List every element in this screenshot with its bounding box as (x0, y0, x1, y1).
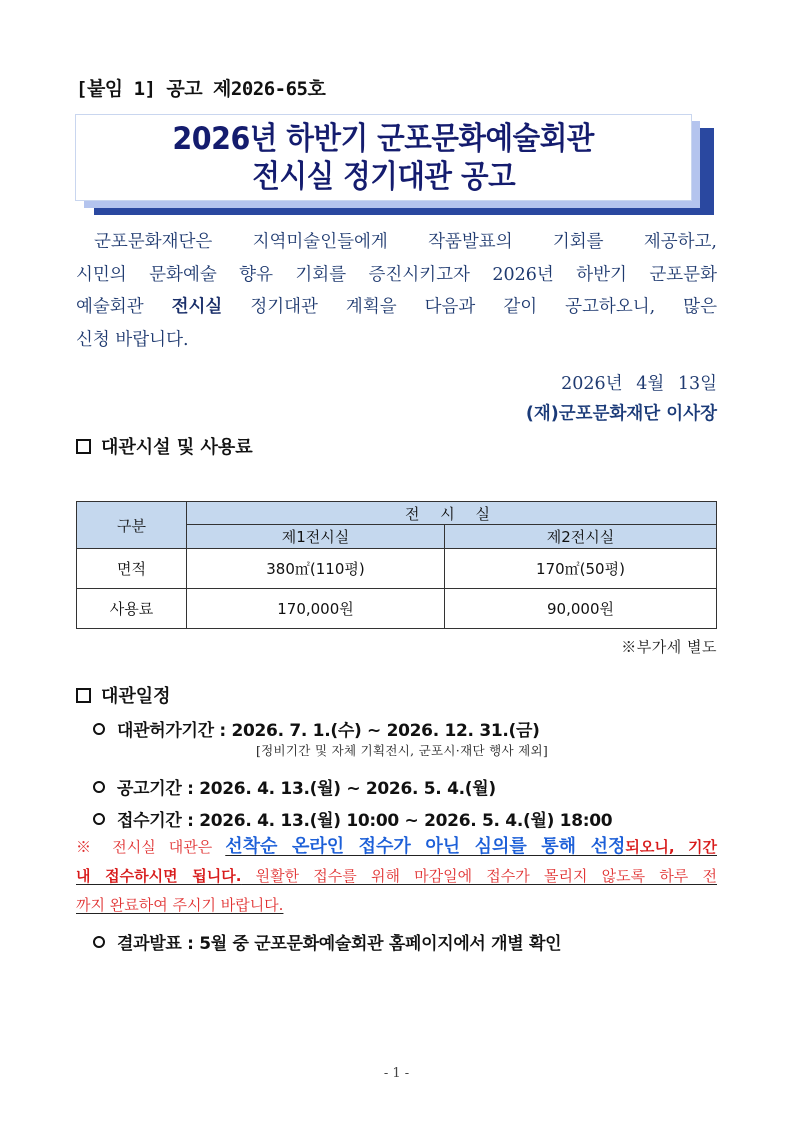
intro-line-3 (76, 291, 717, 324)
section-heading-schedule (76, 682, 171, 708)
vat-note: ※부가세 별도 (621, 638, 717, 656)
warning-line-1 (76, 832, 717, 862)
circle-bullet-icon (93, 936, 105, 948)
table-cell: 170㎡(50평) (445, 549, 717, 589)
warning-text: 까지 완료하여 주시기 바랍니다. (76, 896, 284, 914)
row-label: 면적 (77, 549, 187, 589)
circle-bullet-icon (93, 723, 105, 735)
circle-bullet-icon (93, 781, 105, 793)
schedule-item-result-announcement (93, 929, 561, 954)
table-row (77, 549, 717, 589)
date-month: 4월 (636, 374, 665, 394)
intro-paragraph (76, 226, 717, 356)
warning-text: 원활한 접수를 위해 마감일에 접수가 몰리지 않도록 하루 전 (241, 867, 717, 885)
title-box (75, 114, 692, 201)
fee-table (76, 501, 717, 629)
signer: (재)군포문화재단 이사장 (525, 404, 717, 424)
warning-line-2 (76, 862, 717, 891)
schedule-item-text: 접수기간 : 2026. 4. 13.(월) 10:00 ~ 2026. 5. 4.(월) 18:00 (117, 811, 613, 831)
schedule-item-application-period (93, 806, 612, 831)
warning-blue-emphasis: 선착순 온라인 접수가 아닌 심의를 통해 선정 (225, 836, 626, 857)
section-title: 대관일정 (101, 686, 171, 707)
table-col-header: 제1전시실 (187, 525, 445, 549)
table-group-header: 전 시 실 (187, 502, 717, 525)
row-label: 사용료 (77, 589, 187, 629)
schedule-item-text: 결과발표 : 5월 중 군포문화예술회관 홈페이지에서 개별 확인 (117, 934, 562, 954)
table-cell: 90,000원 (445, 589, 717, 629)
section-title: 대관시설 및 사용료 (101, 437, 253, 458)
warning-prefix: ※ 전시실 대관은 (76, 838, 226, 856)
intro-line-3-post: 정기대관 계획을 다음과 같이 공고하오니, 많은 (222, 297, 717, 317)
warning-line-3 (76, 891, 717, 920)
section-heading-facilities (76, 433, 253, 459)
table-cell: 380㎡(110평) (187, 549, 445, 589)
schedule-item-notice-period (93, 774, 496, 799)
selection-warning (76, 832, 717, 920)
intro-line-3-pre: 예술회관 (76, 297, 172, 317)
intro-emphasis: 전시실 (171, 297, 223, 317)
intro-line-4: 신청 바랍니다. (76, 329, 189, 350)
table-col-header: 제2전시실 (445, 525, 717, 549)
title-line-1: 2026년 하반기 군포문화예술회관 (172, 120, 595, 157)
intro-line-2: 시민의 문화예술 향유 기회를 증진시키고자 2026년 하반기 군포문화 (76, 264, 717, 285)
table-row (77, 589, 717, 629)
permit-exclusion-note: [정비기간 및 자체 기획전시, 군포시·재단 행사 제외] (256, 743, 549, 758)
square-bullet-icon (76, 439, 91, 454)
page-number: - 1 - (383, 1066, 410, 1081)
schedule-item-text: 공고기간 : 2026. 4. 13.(월) ~ 2026. 5. 4.(월) (117, 779, 496, 799)
table-cell: 170,000원 (187, 589, 445, 629)
announcement-date (561, 370, 717, 395)
schedule-item-permit-period (93, 716, 540, 741)
date-day: 13일 (677, 374, 717, 394)
intro-line-1: 군포문화재단은 지역미술인들에게 작품발표의 기회를 제공하고, (94, 232, 717, 252)
schedule-item-text: 대관허가기간 : 2026. 7. 1.(수) ~ 2026. 12. 31.(금) (117, 721, 540, 741)
table-corner-header: 구분 (77, 502, 187, 549)
title-line-2: 전시실 정기대관 공고 (252, 158, 515, 195)
warning-red-bold: 내 접수하시면 됩니다. (76, 867, 242, 885)
circle-bullet-icon (93, 813, 105, 825)
attachment-label: [붙임 1] 공고 제2026-65호 (76, 78, 326, 100)
square-bullet-icon (76, 688, 91, 703)
warning-red-bold: 되오니, 기간 (625, 838, 717, 856)
date-year: 2026년 (561, 374, 623, 394)
